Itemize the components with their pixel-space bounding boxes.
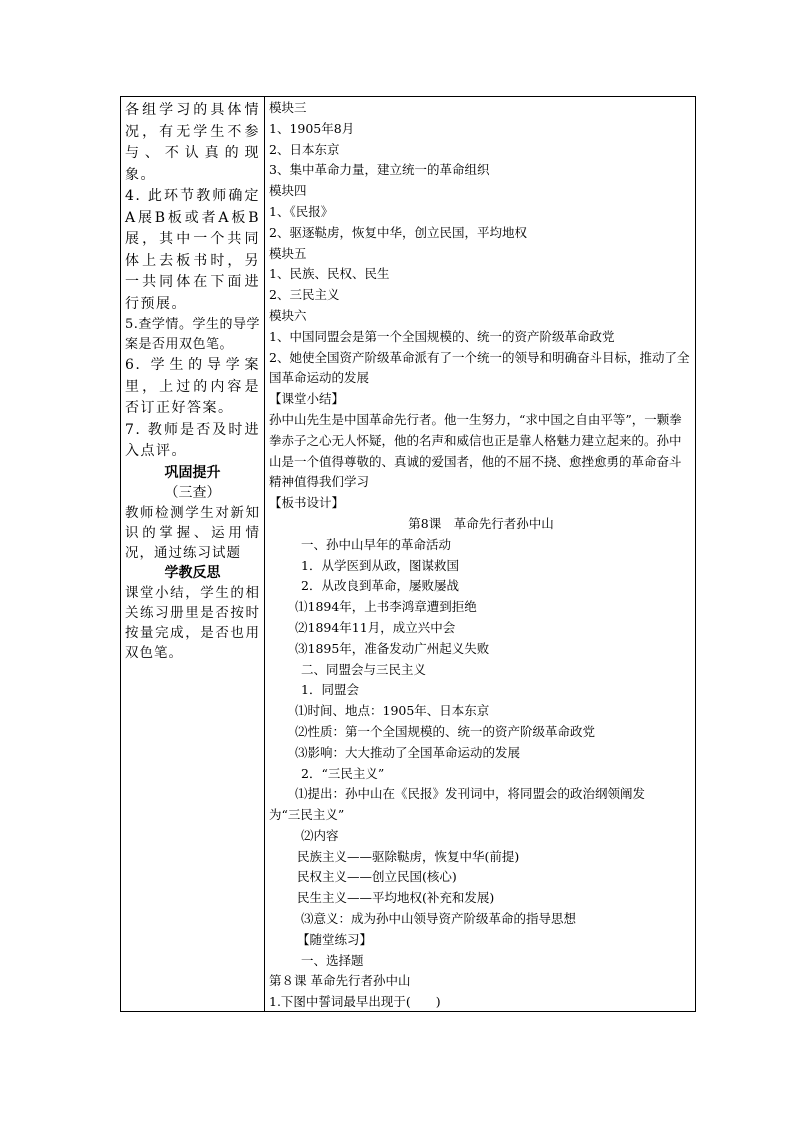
summary-text: 孙中山先生是中国革命先行者。他一生努力，“求中国之自由平等”，一颗拳拳赤子之心无人怀疑，他的名声和威信也正是靠人格魅力建立起来的。孙中山是一个值得尊敬的、真诚的爱国者，他的不屈不挠、愈挫愈勇的革命奋斗精神值得我们学习 <box>269 411 682 490</box>
answer-line: 2、日本东京 <box>269 141 340 157</box>
module-title: 模块六 <box>269 307 307 323</box>
note-paragraph: 6. 学生的导学案里，上过的内容是否订正好答案。 <box>125 357 260 416</box>
lesson-content-column <box>265 97 697 1013</box>
outline-line: ⑶意义：成为孙中山领导资产阶级革命的指导思想 <box>301 911 577 927</box>
answer-line: 2、驱逐鞑虏，恢复中华，创立民国，平均地权 <box>269 224 527 240</box>
note-paragraph: 课堂小结，学生的相关练习册里是否按时按量完成，是否也用双色笔。 <box>125 584 260 661</box>
note-paragraph: 4. 此环节教师确定A展B板或者A板B展，其中一个共同体上去板书时，另一共同体在下面进行预展。 <box>125 188 260 312</box>
outline-line: 为“三民主义” <box>269 807 345 823</box>
answer-line: 2、三民主义 <box>269 287 340 303</box>
outline-line: 2．“三民主义” <box>301 765 385 781</box>
outline-line: ⑵性质：第一个全国规模的、统一的资产阶级革命政党 <box>295 723 596 739</box>
module-title: 模块五 <box>269 245 307 261</box>
outline-line: 2．从改良到革命，屡败屡战 <box>301 578 459 594</box>
outline-line: 1．同盟会 <box>301 682 359 698</box>
outline-line: ⑶影响：大大推动了全国革命运动的发展 <box>295 744 521 760</box>
question-line: 1.下图中誓词最早出现于( ) <box>269 994 441 1010</box>
outline-line: 民族主义——驱除鞑虏，恢复中华(前提) <box>297 848 520 864</box>
note-paragraph: 7. 教师是否及时进入点评。 <box>125 421 260 459</box>
answer-line: 3、集中革命力量，建立统一的革命组织 <box>269 162 490 178</box>
answer-line: 1、民族、民权、民生 <box>269 266 390 282</box>
board-title: 【板书设计】 <box>269 495 345 511</box>
outline-line: ⑴提出：孙中山在《民报》发刊词中，将同盟会的政治纲领阐发 <box>295 786 646 802</box>
outline-line: ⑵1894年11月，成立兴中会 <box>295 619 456 635</box>
lesson-table <box>120 96 696 1012</box>
answer-line: 1、1905年8月 <box>269 120 355 136</box>
practice-title: 【随堂练习】 <box>297 931 373 947</box>
answer-line: 1、中国同盟会是第一个全国规模的、统一的资产阶级革命政党 <box>269 328 615 344</box>
section-heading: 巩固提升 <box>164 464 221 481</box>
practice-line: 一、选择题 <box>301 952 364 968</box>
outline-line: ⑴1894年，上书李鸿章遭到拒绝 <box>295 599 477 615</box>
module-title: 模块四 <box>269 183 307 199</box>
outline-line: ⑴时间、地点：1905年、日本东京 <box>295 703 490 719</box>
outline-line: ⑵内容 <box>301 827 339 843</box>
section-subheading: （三查） <box>164 484 221 501</box>
answer-line: 2、她使全国资产阶级革命派有了一个统一的领导和明确奋斗目标，推动了全国革命运动的发展 <box>269 349 690 386</box>
module-title: 模块三 <box>269 100 307 115</box>
summary-title: 【课堂小结】 <box>269 391 345 407</box>
teacher-notes-column <box>121 97 264 663</box>
note-paragraph: 5.查学情。学生的导学案是否用双色笔。 <box>125 317 260 352</box>
answer-line: 1、《民报》 <box>269 203 334 219</box>
outline-line: 民权主义——创立民国(核心) <box>297 869 457 885</box>
outline-line: 1．从学医到从政，图谋救国 <box>301 557 459 573</box>
outline-line: ⑶1895年，准备发动广州起义失败 <box>295 640 490 656</box>
outline-line: 一、孙中山早年的革命活动 <box>301 536 452 552</box>
board-lesson-title: 第8课 革命先行者孙中山 <box>408 515 554 531</box>
outline-line: 二、同盟会与三民主义 <box>301 661 427 677</box>
note-paragraph: 各组学习的具体情况，有无学生不参与、不认真的现象。 <box>125 102 260 183</box>
practice-lesson-title: 第８课 革命先行者孙中山 <box>269 973 411 989</box>
section-heading: 学教反思 <box>164 564 221 581</box>
note-paragraph: 教师检测学生对新知识的掌握、运用情况，通过练习试题 <box>125 504 260 561</box>
outline-line: 民生主义——平均地权(补充和发展) <box>297 890 495 906</box>
